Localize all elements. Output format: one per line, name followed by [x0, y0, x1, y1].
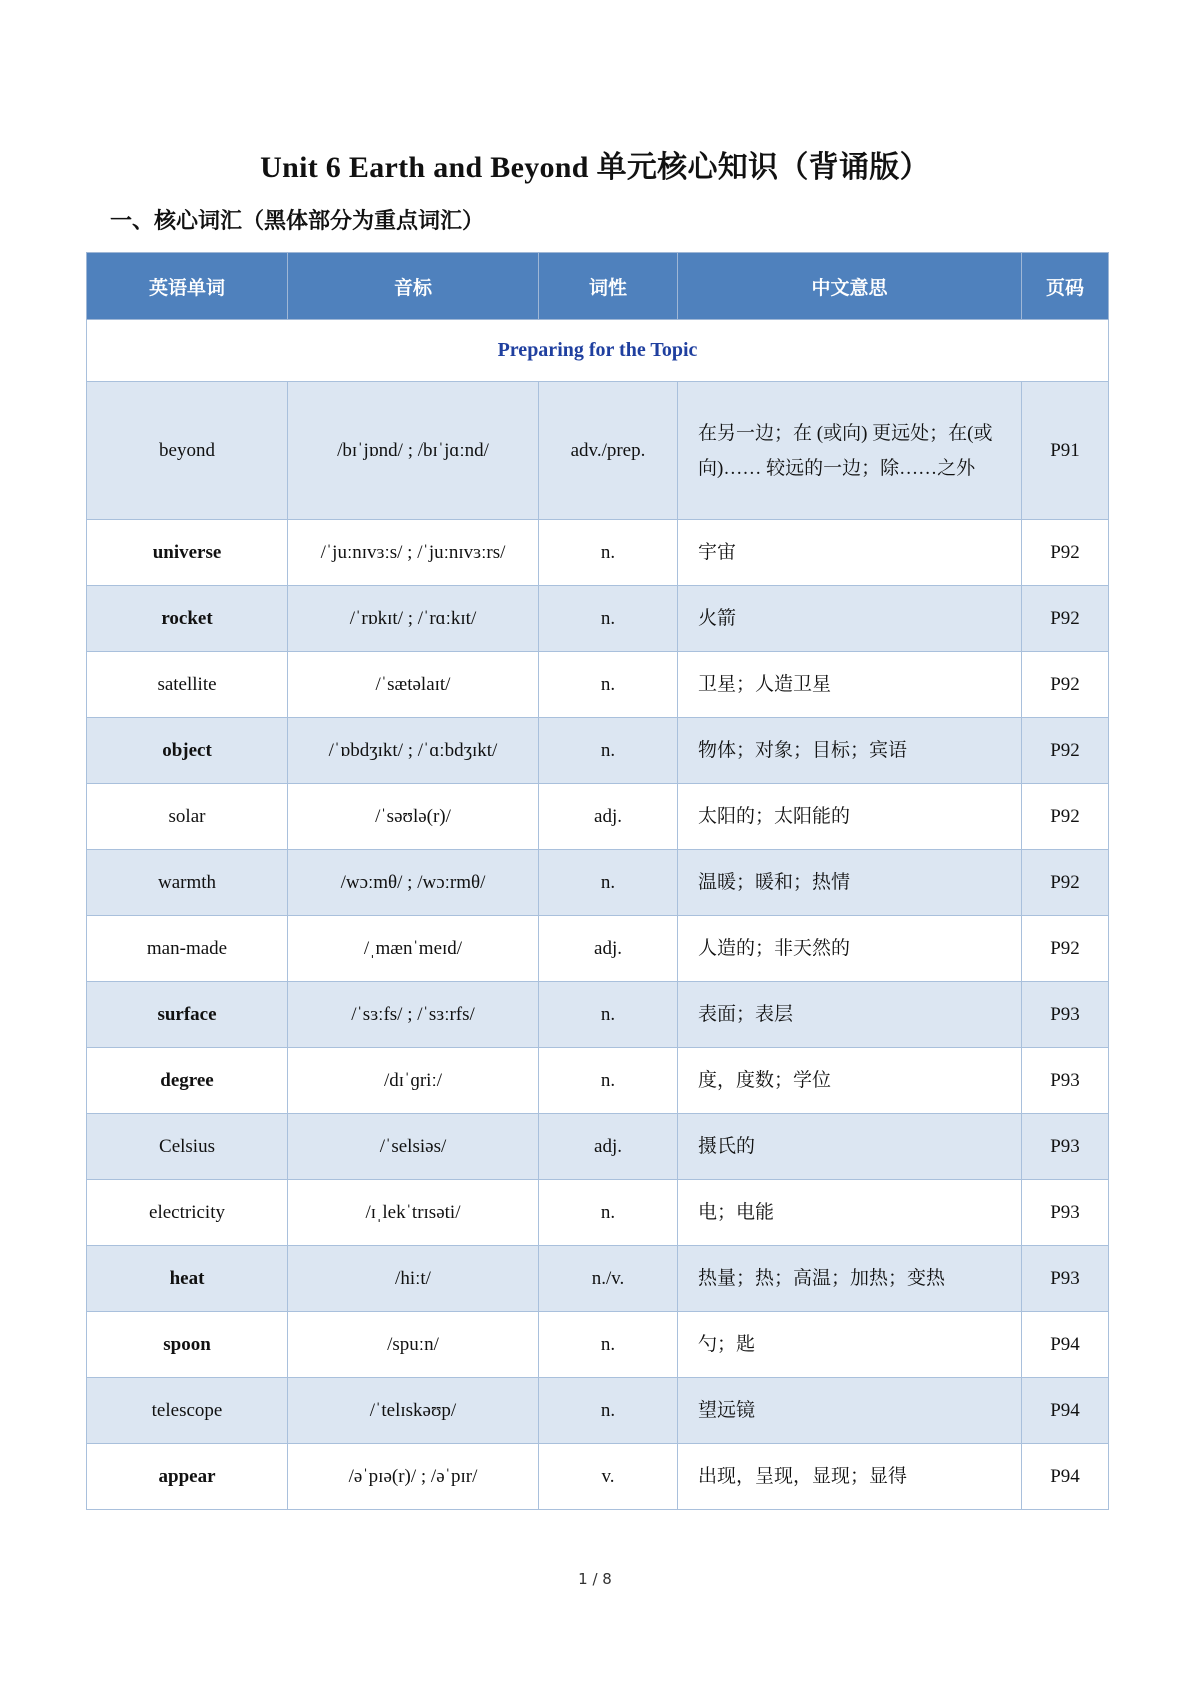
cell-phonetic: /ˌmænˈmeɪd/ — [288, 916, 539, 982]
table-row — [87, 382, 1109, 520]
cell-phonetic: /bɪˈjɒnd/ ; /bɪˈjɑːnd/ — [288, 382, 539, 520]
cell-page: P93 — [1022, 1180, 1109, 1246]
table-section-row — [87, 320, 1109, 382]
cell-phonetic: /ɪˌlekˈtrɪsəti/ — [288, 1180, 539, 1246]
cell-word: heat — [87, 1246, 288, 1312]
cell-phonetic: /wɔːmθ/ ; /wɔːrmθ/ — [288, 850, 539, 916]
cell-word: telescope — [87, 1378, 288, 1444]
cell-meaning: 物体；对象；目标；宾语 — [678, 718, 1022, 784]
cell-phonetic: /hiːt/ — [288, 1246, 539, 1312]
cell-phonetic: /ˈsəʊlə(r)/ — [288, 784, 539, 850]
cell-part-of-speech: n. — [539, 1378, 678, 1444]
cell-meaning: 在另一边；在 (或向) 更远处；在(或向)…… 较远的一边；除……之外 — [678, 382, 1022, 520]
cell-phonetic: /əˈpɪə(r)/ ; /əˈpɪr/ — [288, 1444, 539, 1510]
header-word: 英语单词 — [87, 253, 288, 320]
table-row — [87, 652, 1109, 718]
cell-page: P94 — [1022, 1312, 1109, 1378]
page-number: 1 / 8 — [578, 1570, 612, 1588]
cell-meaning: 勺；匙 — [678, 1312, 1022, 1378]
cell-meaning: 表面；表层 — [678, 982, 1022, 1048]
cell-phonetic: /ˈsɜːfs/ ; /ˈsɜːrfs/ — [288, 982, 539, 1048]
cell-word: rocket — [87, 586, 288, 652]
cell-meaning: 热量；热；高温；加热；变热 — [678, 1246, 1022, 1312]
table-row — [87, 1114, 1109, 1180]
cell-word: appear — [87, 1444, 288, 1510]
cell-page: P94 — [1022, 1378, 1109, 1444]
table-row — [87, 850, 1109, 916]
cell-part-of-speech: n. — [539, 1312, 678, 1378]
cell-meaning: 人造的；非天然的 — [678, 916, 1022, 982]
cell-part-of-speech: adj. — [539, 784, 678, 850]
cell-meaning: 温暖；暖和；热情 — [678, 850, 1022, 916]
cell-part-of-speech: n. — [539, 982, 678, 1048]
table-row — [87, 1180, 1109, 1246]
cell-meaning: 度，度数；学位 — [678, 1048, 1022, 1114]
cell-word: satellite — [87, 652, 288, 718]
cell-phonetic: /spuːn/ — [288, 1312, 539, 1378]
header-page: 页码 — [1022, 253, 1109, 320]
cell-meaning: 电；电能 — [678, 1180, 1022, 1246]
page-title: Unit 6 Earth and Beyond 单元核心知识（背诵版） — [260, 151, 930, 184]
cell-part-of-speech: n. — [539, 1180, 678, 1246]
cell-meaning: 太阳的；太阳能的 — [678, 784, 1022, 850]
cell-page: P92 — [1022, 784, 1109, 850]
cell-phonetic: /ˈjuːnɪvɜːs/ ; /ˈjuːnɪvɜːrs/ — [288, 520, 539, 586]
cell-page: P92 — [1022, 586, 1109, 652]
cell-page: P93 — [1022, 982, 1109, 1048]
section-heading: 一、核心词汇（黑体部分为重点词汇） — [110, 208, 485, 233]
cell-phonetic: /ˈselsiəs/ — [288, 1114, 539, 1180]
table-row — [87, 1378, 1109, 1444]
cell-part-of-speech: adj. — [539, 916, 678, 982]
cell-part-of-speech: adj. — [539, 1114, 678, 1180]
cell-meaning: 摄氏的 — [678, 1114, 1022, 1180]
cell-page: P92 — [1022, 850, 1109, 916]
table-row — [87, 1444, 1109, 1510]
cell-part-of-speech: v. — [539, 1444, 678, 1510]
cell-page: P92 — [1022, 652, 1109, 718]
cell-part-of-speech: n. — [539, 718, 678, 784]
table-row — [87, 1312, 1109, 1378]
table-row — [87, 1048, 1109, 1114]
cell-meaning: 宇宙 — [678, 520, 1022, 586]
table-row — [87, 982, 1109, 1048]
cell-word: beyond — [87, 382, 288, 520]
cell-page: P93 — [1022, 1246, 1109, 1312]
table-row — [87, 520, 1109, 586]
vocabulary-table — [86, 252, 1109, 1510]
table-row — [87, 784, 1109, 850]
table-row — [87, 916, 1109, 982]
cell-phonetic: /ˈsætəlaɪt/ — [288, 652, 539, 718]
cell-word: spoon — [87, 1312, 288, 1378]
cell-page: P92 — [1022, 916, 1109, 982]
cell-page: P91 — [1022, 382, 1109, 520]
cell-page: P93 — [1022, 1048, 1109, 1114]
cell-word: Celsius — [87, 1114, 288, 1180]
cell-meaning: 望远镜 — [678, 1378, 1022, 1444]
cell-word: man-made — [87, 916, 288, 982]
header-phonetic: 音标 — [288, 253, 539, 320]
cell-word: warmth — [87, 850, 288, 916]
cell-part-of-speech: n. — [539, 850, 678, 916]
cell-part-of-speech: n. — [539, 520, 678, 586]
cell-page: P94 — [1022, 1444, 1109, 1510]
cell-word: solar — [87, 784, 288, 850]
cell-part-of-speech: adv./prep. — [539, 382, 678, 520]
cell-word: degree — [87, 1048, 288, 1114]
cell-phonetic: /ˈtelɪskəʊp/ — [288, 1378, 539, 1444]
cell-part-of-speech: n. — [539, 652, 678, 718]
cell-phonetic: /ˈɒbdʒɪkt/ ; /ˈɑːbdʒɪkt/ — [288, 718, 539, 784]
table-row — [87, 586, 1109, 652]
cell-word: object — [87, 718, 288, 784]
cell-part-of-speech: n. — [539, 586, 678, 652]
header-part-of-speech: 词性 — [539, 253, 678, 320]
cell-word: universe — [87, 520, 288, 586]
cell-word: surface — [87, 982, 288, 1048]
cell-page: P92 — [1022, 718, 1109, 784]
cell-phonetic: /ˈrɒkɪt/ ; /ˈrɑːkɪt/ — [288, 586, 539, 652]
cell-part-of-speech: n. — [539, 1048, 678, 1114]
cell-meaning: 出现，呈现，显现；显得 — [678, 1444, 1022, 1510]
cell-meaning: 卫星；人造卫星 — [678, 652, 1022, 718]
cell-part-of-speech: n./v. — [539, 1246, 678, 1312]
cell-page: P93 — [1022, 1114, 1109, 1180]
header-meaning: 中文意思 — [678, 253, 1022, 320]
table-row — [87, 718, 1109, 784]
cell-phonetic: /dɪˈɡriː/ — [288, 1048, 539, 1114]
cell-word: electricity — [87, 1180, 288, 1246]
table-row — [87, 1246, 1109, 1312]
section-label: Preparing for the Topic — [87, 320, 1109, 382]
cell-meaning: 火箭 — [678, 586, 1022, 652]
cell-page: P92 — [1022, 520, 1109, 586]
table-header-row — [87, 253, 1109, 320]
